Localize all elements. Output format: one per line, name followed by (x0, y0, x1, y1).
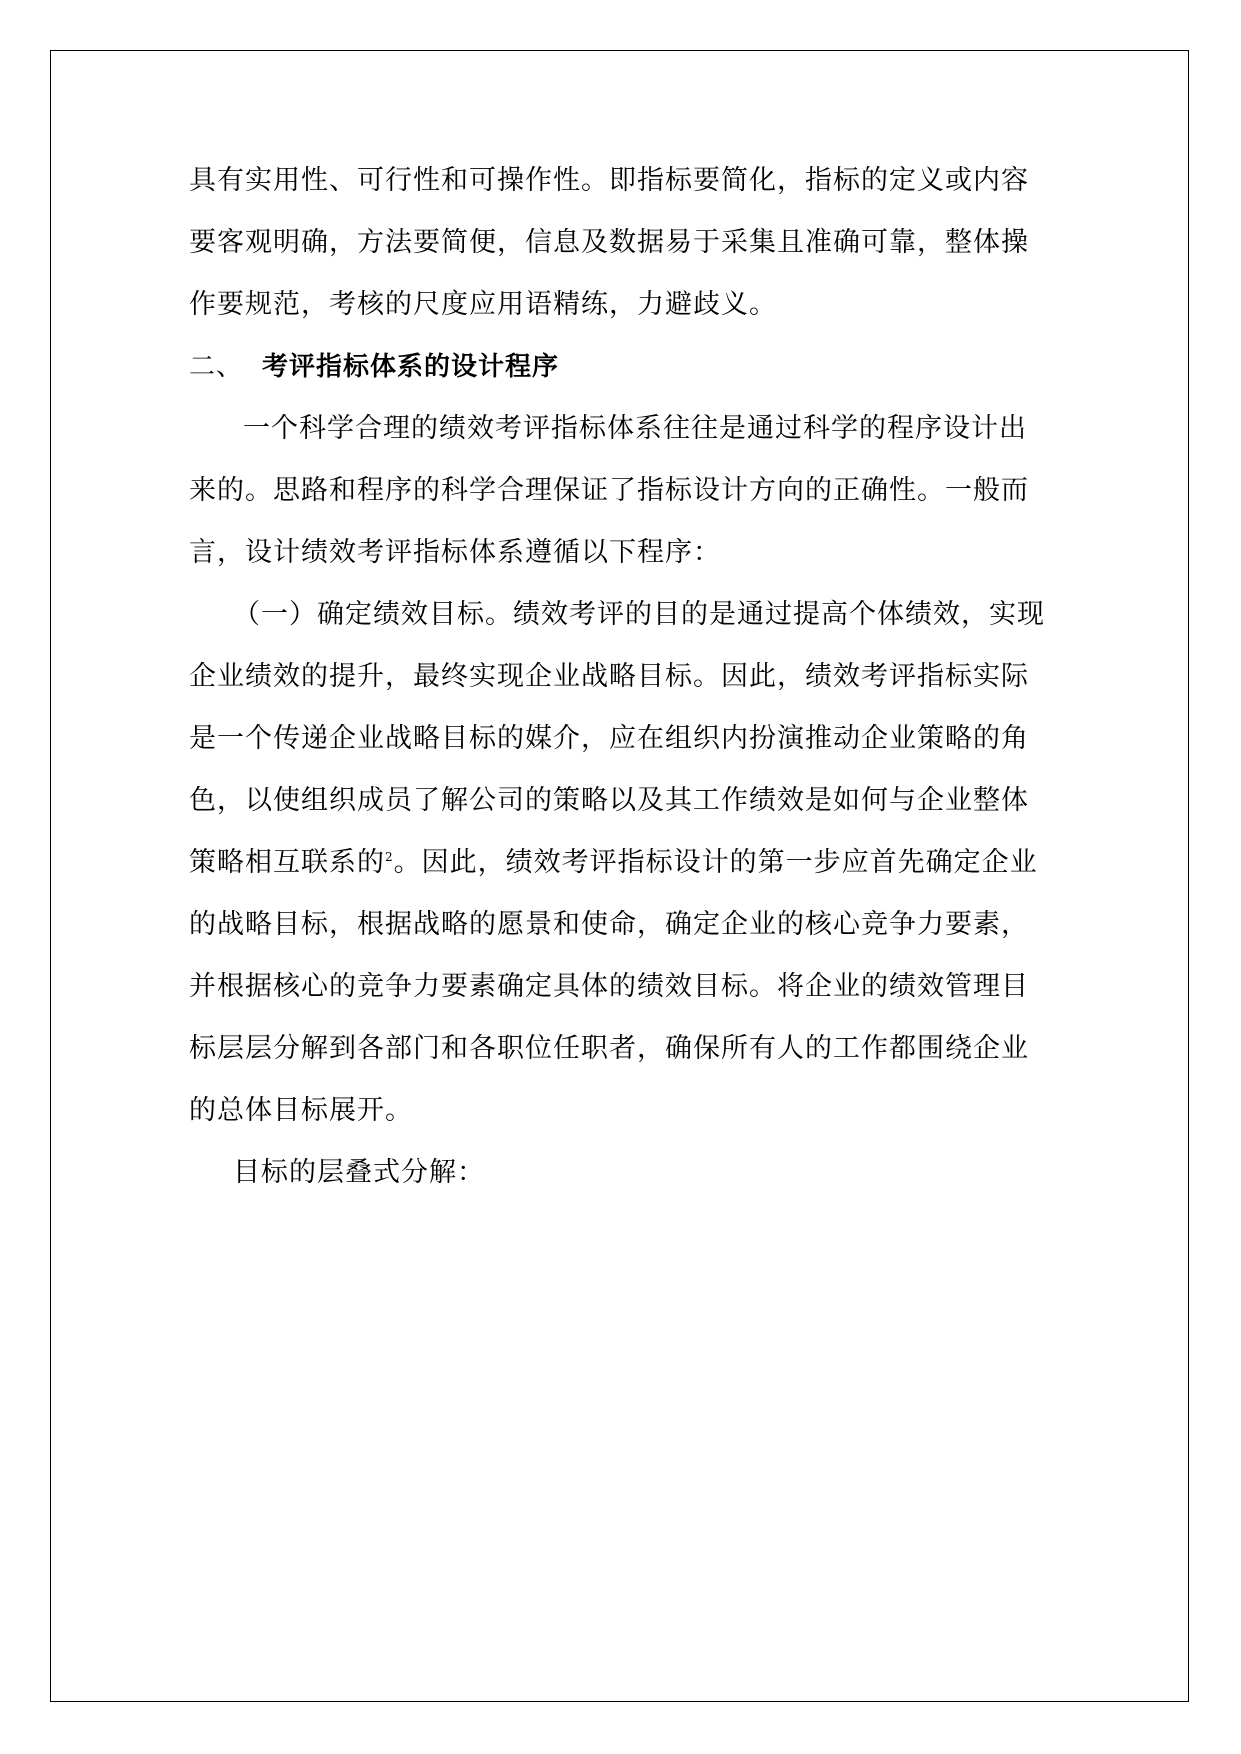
footnote-reference[interactable]: 2 (385, 850, 394, 864)
text-line: 要客观明确，方法要简便，信息及数据易于采集且准确可靠，整体操 (189, 227, 1029, 258)
text-line-with-footnote (189, 832, 1069, 894)
text-line: 的战略目标，根据战略的愿景和使命，确定企业的核心竞争力要素， (189, 909, 1029, 940)
text-segment: 策略相互联系的 (189, 847, 385, 878)
section-title: 考评指标体系的设计程序 (262, 352, 560, 382)
document-body (189, 150, 1069, 1204)
text-line: 是一个传递企业战略目标的媒介，应在组织内扮演推动企业策略的角 (189, 723, 1029, 754)
text-line: 言，设计绩效考评指标体系遵循以下程序： (189, 537, 721, 568)
paragraph-design-intro (189, 398, 1069, 584)
text-line: 一个科学合理的绩效考评指标体系往往是通过科学的程序设计出 (243, 413, 1027, 444)
text-line: 作要规范，考核的尺度应用语精练，力避歧义。 (189, 289, 777, 320)
text-line: （一）确定绩效目标。绩效考评的目的是通过提高个体绩效，实现 (233, 599, 1045, 630)
paragraph-requirements (189, 150, 1069, 336)
text-line: 并根据核心的竞争力要素确定具体的绩效目标。将企业的绩效管理目 (189, 971, 1029, 1002)
text-line: 的总体目标展开。 (189, 1095, 413, 1126)
text-line: 色，以使组织成员了解公司的策略以及其工作绩效是如何与企业整体 (189, 785, 1029, 816)
text-line: 企业绩效的提升，最终实现企业战略目标。因此，绩效考评指标实际 (189, 661, 1029, 692)
text-line: 具有实用性、可行性和可操作性。即指标要简化，指标的定义或内容 (189, 165, 1029, 196)
text-line: 来的。思路和程序的科学合理保证了指标设计方向的正确性。一般而 (189, 475, 1029, 506)
paragraph-performance-goals (189, 584, 1069, 1142)
section-heading (189, 336, 1069, 398)
text-line: 标层层分解到各部门和各职位任职者，确保所有人的工作都围绕企业 (189, 1033, 1029, 1064)
section-number: 二、 (189, 352, 244, 382)
text-segment: 。因此，绩效考评指标设计的第一步应首先确定企业 (393, 847, 1038, 878)
paragraph-goal-decomposition: 目标的层叠式分解： (233, 1157, 485, 1188)
